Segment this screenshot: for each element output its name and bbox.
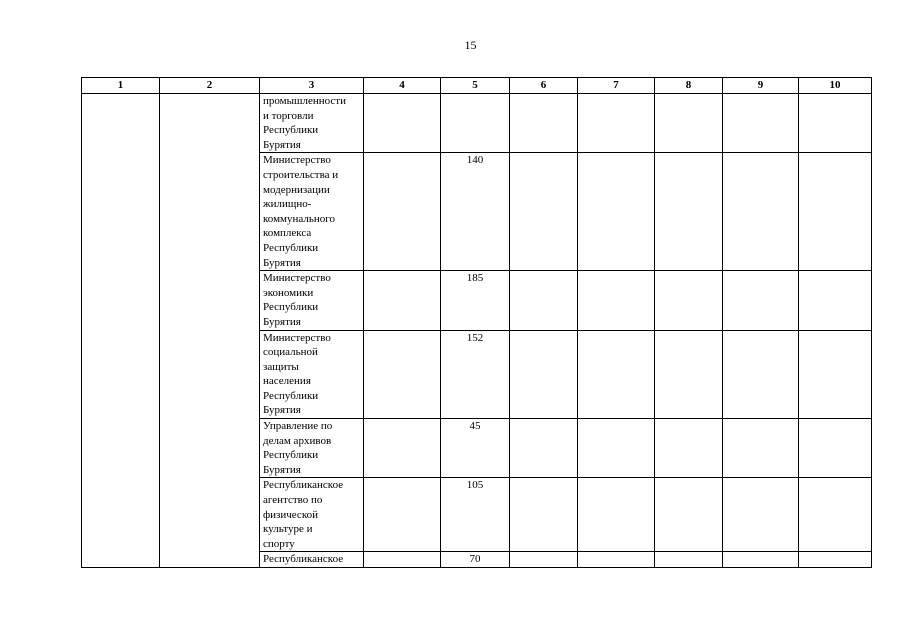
column-header-10: 10 <box>799 78 872 94</box>
column-header-6: 6 <box>510 78 578 94</box>
table-cell <box>723 478 799 552</box>
organization-cell: Министерство строительства и модернизации жилищно- коммунального комплекса Республики Бурятия <box>260 153 364 271</box>
table-cell <box>578 478 655 552</box>
table-cell <box>799 552 872 568</box>
table-cell <box>799 94 872 153</box>
table-cell <box>655 330 723 419</box>
table-cell <box>799 330 872 419</box>
column-header-9: 9 <box>723 78 799 94</box>
table-cell <box>510 419 578 478</box>
column-header-3: 3 <box>260 78 364 94</box>
value-cell: 140 <box>441 153 510 271</box>
table-cell <box>655 419 723 478</box>
organization-cell: Министерство экономики Республики Бурятия <box>260 271 364 330</box>
table-cell <box>364 330 441 419</box>
table-cell <box>364 419 441 478</box>
table-cell <box>364 271 441 330</box>
organization-cell: Министерство социальной защиты населения Республики Бурятия <box>260 330 364 419</box>
table-cell <box>578 419 655 478</box>
column-header-4: 4 <box>364 78 441 94</box>
table-cell <box>723 271 799 330</box>
table-cell <box>655 153 723 271</box>
column-header-2: 2 <box>160 78 260 94</box>
table-cell <box>799 419 872 478</box>
table-cell <box>364 153 441 271</box>
value-cell <box>441 94 510 153</box>
organization-cell: Республиканское <box>260 552 364 568</box>
table-cell <box>723 153 799 271</box>
table-cell <box>723 330 799 419</box>
organization-cell: Республиканское агентство по физической культуре и спорту <box>260 478 364 552</box>
header-row <box>82 78 872 94</box>
table-cell <box>578 153 655 271</box>
column-header-1: 1 <box>82 78 160 94</box>
table-cell <box>723 419 799 478</box>
table-cell <box>655 271 723 330</box>
value-cell: 70 <box>441 552 510 568</box>
table-cell <box>510 271 578 330</box>
organization-cell: Управление по делам архивов Республики Бурятия <box>260 419 364 478</box>
table-cell <box>364 552 441 568</box>
table-cell <box>578 271 655 330</box>
organization-cell: промышленности и торговли Республики Бурятия <box>260 94 364 153</box>
table-cell <box>510 153 578 271</box>
table-cell <box>364 478 441 552</box>
column-header-8: 8 <box>655 78 723 94</box>
table-cell <box>578 94 655 153</box>
value-cell: 152 <box>441 330 510 419</box>
table-cell <box>510 478 578 552</box>
value-cell: 45 <box>441 419 510 478</box>
table-cell <box>655 478 723 552</box>
table-cell <box>655 94 723 153</box>
column-header-5: 5 <box>441 78 510 94</box>
table-cell <box>578 552 655 568</box>
table-cell <box>723 552 799 568</box>
table-cell <box>799 478 872 552</box>
table-cell <box>799 271 872 330</box>
table-cell <box>510 552 578 568</box>
table-cell <box>510 330 578 419</box>
value-cell: 105 <box>441 478 510 552</box>
page-number: 15 <box>464 38 477 52</box>
row-span-col2 <box>160 94 260 568</box>
table-row <box>82 94 872 153</box>
table-cell <box>510 94 578 153</box>
column-header-7: 7 <box>578 78 655 94</box>
value-cell: 185 <box>441 271 510 330</box>
table-cell <box>723 94 799 153</box>
document-table <box>81 77 872 568</box>
table-cell <box>578 330 655 419</box>
row-span-col1 <box>82 94 160 568</box>
table-cell <box>799 153 872 271</box>
table-cell <box>655 552 723 568</box>
table-cell <box>364 94 441 153</box>
